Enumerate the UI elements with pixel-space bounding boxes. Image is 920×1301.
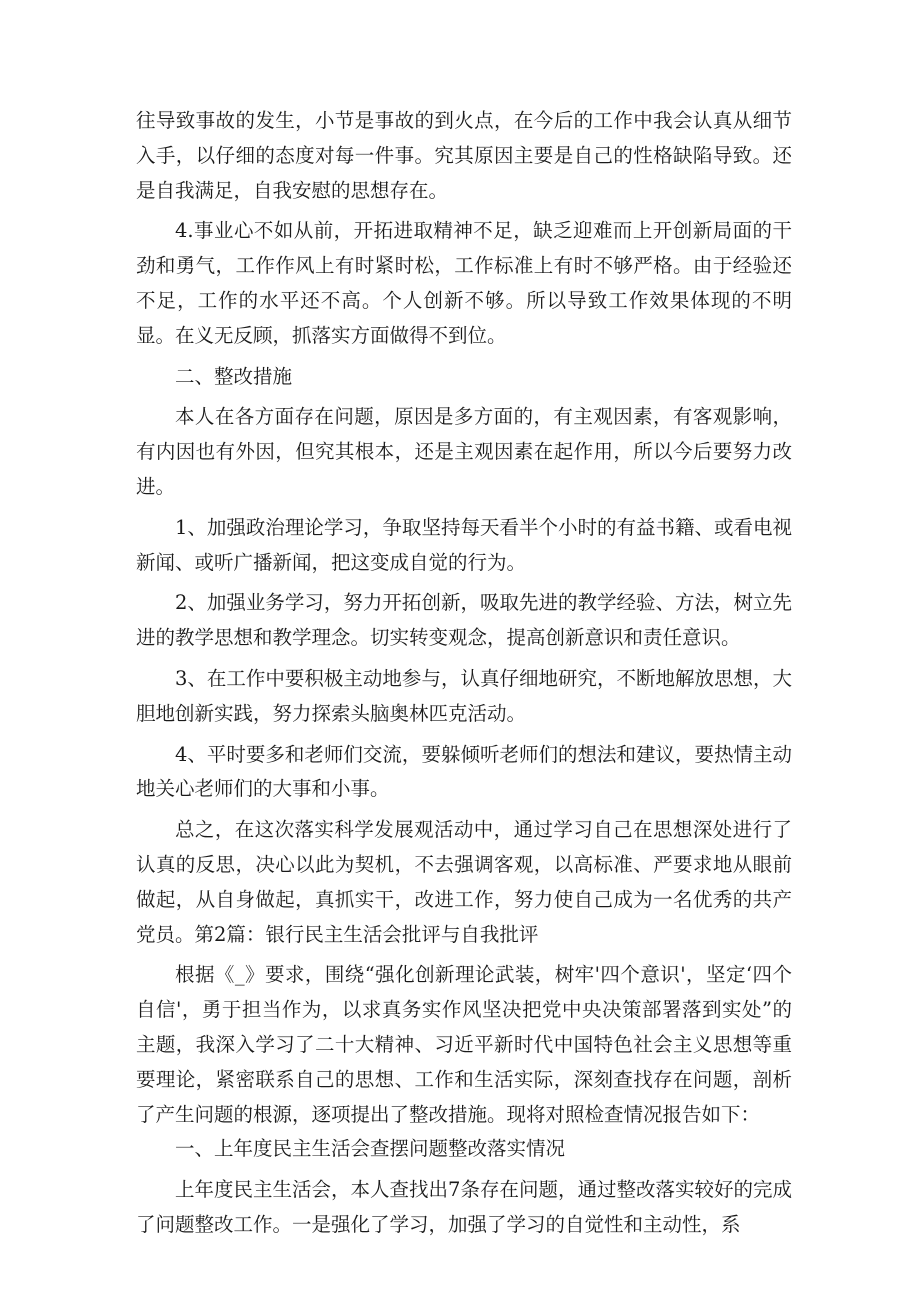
paragraph-measure-3: 3、在工作中要积极主动地参与，认真仔细地研究，不断地解放思想，大胆地创新实践，努力探索头脑奥林匹克活动。: [136, 666, 792, 725]
paragraph-continuation: 往导致事故的发生，小节是事故的到火点，在今后的工作中我会认真从细节入手，以仔细的态度对每一件事。究其原因主要是自己的性格缺陷导致。还是自我满足，自我安慰的思想存在。: [136, 109, 792, 202]
paragraph-measure-2: 2、加强业务学习，努力开拓创新，吸取先进的教学经验、方法，树立先进的教学思想和教学理念。切实转变观念，提高创新意识和责任意识。: [136, 591, 792, 650]
paragraph-item-4: 4.事业心不如从前，开拓进取精神不足，缺乏迎难而上开创新局面的干劲和勇气，工作作风上有时紧时松，工作标准上有时不够严格。由于经验还不足，工作的水平还不高。个人创新不够。所以导致工作效果体现的不明显。在义无反顾，抓落实方面做得不到位。: [136, 219, 792, 347]
paragraph-summary: 总之，在这次落实科学发展观活动中，通过学习自己在思想深处进行了认真的反思，决心以此为契机，不去强调客观，以高标准、严要求地从眼前做起，从自身做起，真抓实干，改进工作，努力使自己成为一名优秀的共产党员。第2篇：银行民主生活会批评与自我批评: [136, 818, 792, 946]
paragraph-intro-part2: 根据《_》要求，围绕“强化创新理论武装，树牢'四个意识'，坚定‘四个自信'，勇于担当作为，以求真务实作风坚决把党中央决策部署落到实处”的主题，我深入学习了二十大精神、习近平新时代中国特色社会主义思想等重要理论，紧密联系自己的思想、工作和生活实际，深刻查找存在问题，剖析了产生问题的根源，逐项提出了整改措施。现将对照检查情况报告如下：: [136, 963, 792, 1126]
paragraph-measure-4: 4、平时要多和老师们交流，要躲倾听老师们的想法和建议，要热情主动地关心老师们的大事和小事。: [136, 742, 792, 801]
paragraph-measure-1: 1、加强政治理论学习，争取坚持每天看半个小时的有益书籍、或看电视新闻、或听广播新闻，把这变成自觉的行为。: [136, 515, 792, 574]
section-heading-rectification: 二、整改措施: [175, 364, 293, 388]
document-page: [136, 104, 792, 1243]
paragraph-causes: 本人在各方面存在问题，原因是多方面的，有主观因素，有客观影响，有内因也有外因，但究其根本，还是主观因素在起作用，所以今后要努力改进。: [136, 405, 792, 498]
paragraph-last-year: 上年度民主生活会，本人查找出7条存在问题，通过整改落实较好的完成了问题整改工作。一是强化了学习，加强了学习的自觉性和主动性，系: [136, 1178, 792, 1236]
section-heading-last-year: 一、上年度民主生活会查摆问题整改落实情况: [175, 1137, 566, 1161]
